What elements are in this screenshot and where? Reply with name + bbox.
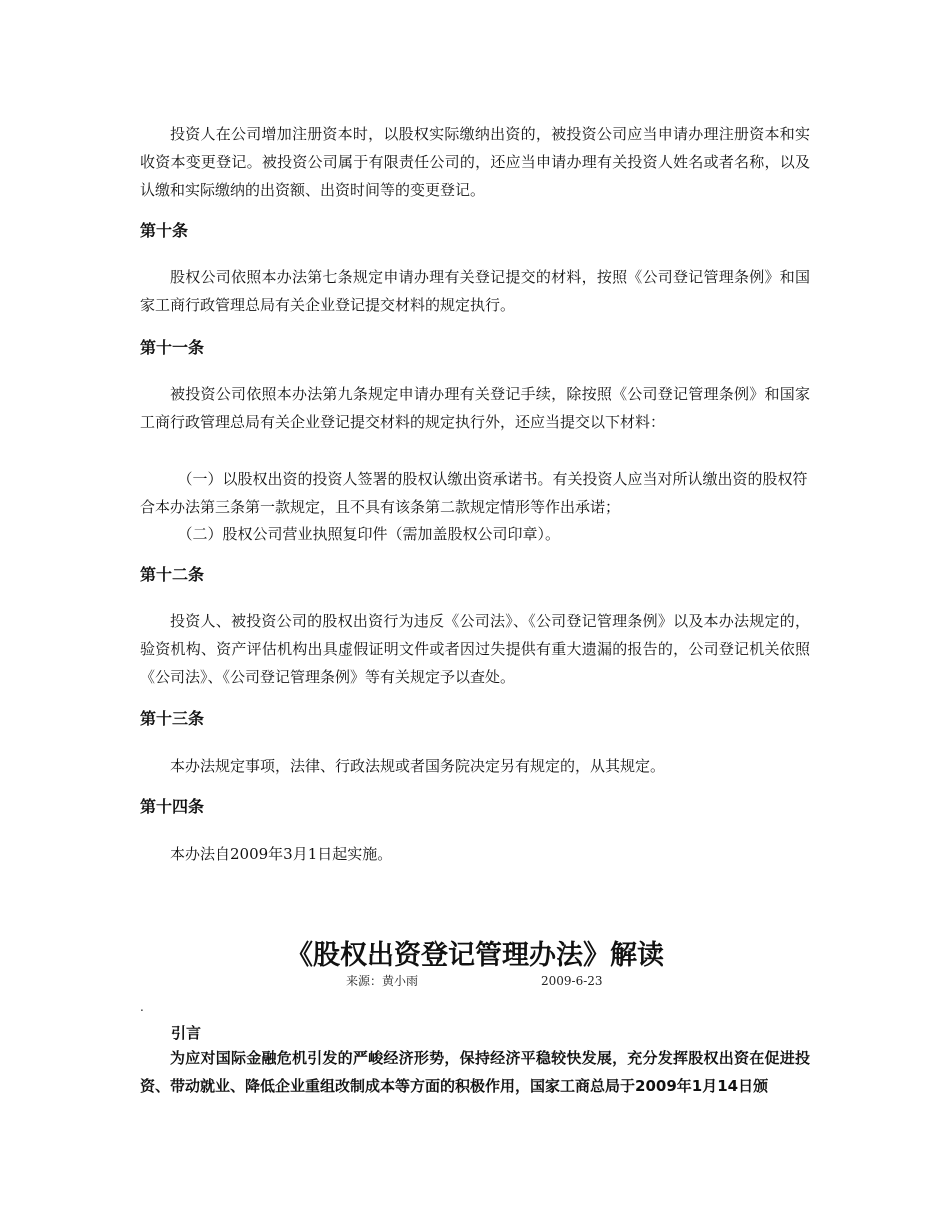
article-13-text: 本办法规定事项，法律、行政法规或者国务院决定另有规定的，从其规定。 [170,757,666,775]
article-11-text: 被投资公司依照本办法第九条规定申请办理有关登记手续，除按照《公司登记管理条例》和国家工商行政管理总局有关企业登记提交材料的规定执行外，还应当提交以下材料： [140,385,810,431]
article-12-text: 投资人、被投资公司的股权出资行为违反《公司法》、《公司登记管理条例》以及本办法规定的，验资机构、资产评估机构出具虚假证明文件或者因过失提供有重大遗漏的报告的，公司登记机关依照《公司法》、《公司登记管理条例》等有关规定予以查处。 [140,612,810,686]
paragraph-capital-increase: 投资人在公司增加注册资本时，以股权实际缴纳出资的，被投资公司应当申请办理注册资本和实收资本变更登记。被投资公司属于有限责任公司的，还应当申请办理有关投资人姓名或者名称，以及认缴和实际缴纳的出资额、出资时间等的变更登记。 [140,125,810,199]
article-10-text: 股权公司依照本办法第七条规定申请办理有关登记提交的材料，按照《公司登记管理条例》和国家工商行政管理总局有关企业登记提交材料的规定执行。 [140,268,810,314]
article-title: 《股权出资登记管理办法》解读 [286,940,664,971]
article-11-item-1: （一）以股权出资的投资人签署的股权认缴出资承诺书。有关投资人应当对所认缴出资的股权符合本办法第三条第一款规定，且不具有该条第二款规定情形等作出承诺； [140,470,808,516]
article-10-heading: 第十条 [140,221,189,240]
article-13-heading: 第十三条 [140,709,205,728]
intro-heading: 引言 [171,1024,202,1042]
article-12-heading: 第十二条 [140,565,205,584]
article-14-text: 本办法自2009年3月1日起实施。 [170,845,393,863]
article-11-item-2: （二）股权公司营业执照复印件（需加盖股权公司印章）。 [177,525,561,543]
article-11-heading: 第十一条 [140,338,205,357]
article-source: 来源：黄小雨 [346,974,419,988]
article-14-heading: 第十四条 [140,797,205,816]
intro-paragraph: 为应对国际金融危机引发的严峻经济形势，保持经济平稳较快发展，充分发挥股权出资在促进投资、带动就业、降低企业重组改制成本等方面的积极作用，国家工商总局于2009年1月14日颁 [140,1049,810,1095]
stray-dot: . [140,1000,144,1014]
article-date: 2009-6-23 [541,974,603,988]
